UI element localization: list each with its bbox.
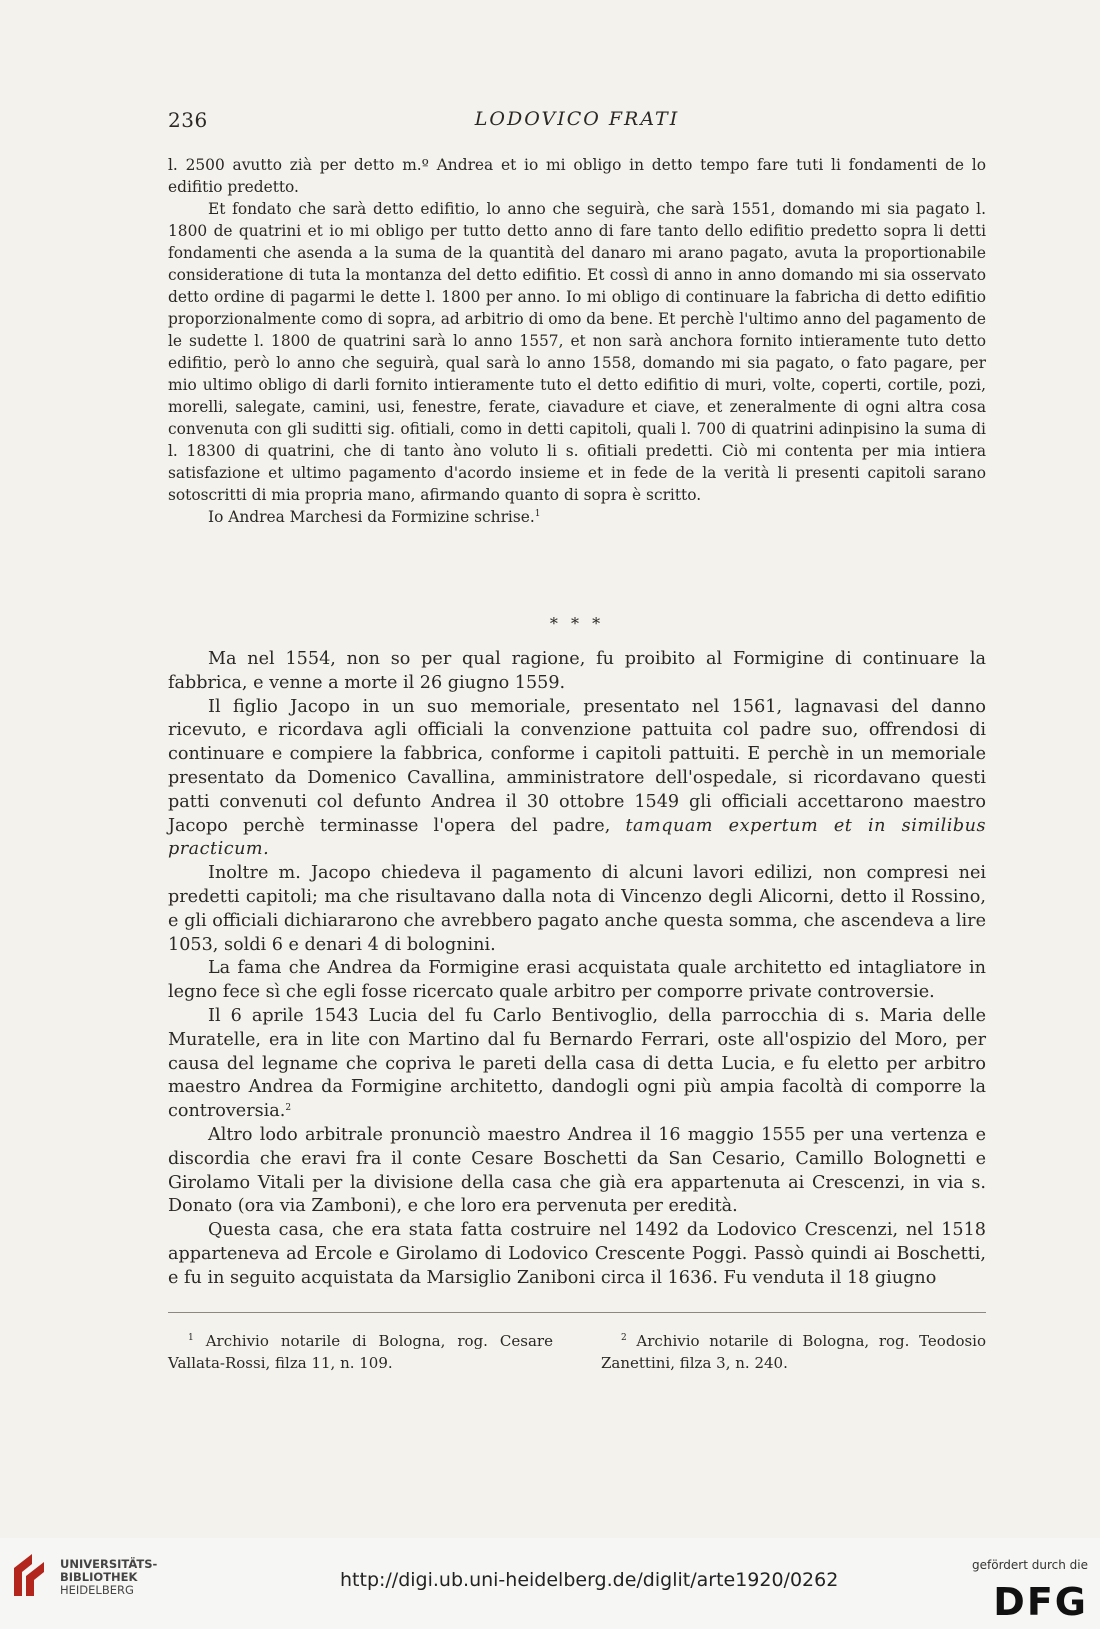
- latin-phrase: tamquam expertum et in similibus practicum.: [168, 815, 987, 860]
- quote-signature: [168, 506, 986, 528]
- paragraph-text: Il figlio Jacopo in un suo memoriale, presentato nel 1561, lagnavasi del danno ricevuto, e ricordava agli officiali la convenzione pattuita col padre suo, offrendosi di continuare e compiere la fabbrica, conforme i capitoli pattuiti. E perchè in un memoriale presentato da Domenico Cavallina, amministratore dell'ospedale, si ricordavano questi patti convenuti col defunto Andrea il 30 ottobre 1549 gli officiali accettarono maestro Jacopo perchè terminasse l'opera del padre,: [168, 696, 986, 836]
- funding-note: gefördert durch die: [972, 1558, 1088, 1572]
- dfg-logo[interactable]: DFG: [993, 1580, 1088, 1624]
- footnote-mark: 1: [188, 1333, 194, 1343]
- quoted-document: [168, 154, 986, 528]
- footnote-text: Archivio notarile di Bologna, rog. Teodosio Zanettini, filza 3, n. 240.: [601, 1332, 986, 1372]
- footnote-text: Archivio notarile di Bologna, rog. Cesare Vallata-Rossi, filza 11, n. 109.: [168, 1332, 553, 1372]
- paragraph: Altro lodo arbitrale pronunciò maestro Andrea il 16 maggio 1555 per una vertenza e discordia che eravi fra il conte Cesare Boschetti da San Cesario, Camillo Bolognetti e Girolamo Vitali per la divisione della casa che già era appartenuta ai Crescenzi, in via s. Donato (ora via Zamboni), e che loro era pervenuta per eredità.: [168, 1124, 986, 1217]
- footnotes: [168, 1330, 986, 1380]
- paragraph: Inoltre m. Jacopo chiedeva il pagamento di alcuni lavori edilizi, non compresi nei predetti capitoli; ma che risultavano dalla nota di Vincenzo degli Alicorni, detto il Rossino, e gli officiali dichiararono che avrebbero pagato anche questa somma, che ascendeva a lire 1053, soldi 6 e denari 4 di bolognini.: [168, 863, 986, 955]
- digitization-footer: [0, 1538, 1100, 1629]
- paragraph: [168, 1005, 986, 1124]
- permalink-url[interactable]: http://digi.ub.uni-heidelberg.de/diglit/arte1920/0262: [340, 1569, 839, 1591]
- footnote-2: [601, 1330, 986, 1374]
- library-name-line: UNIVERSITÄTS-: [60, 1557, 158, 1571]
- paragraph: Questa casa, che era stata fatta costruire nel 1492 da Lodovico Crescenzi, nel 1518 apparteneva ad Ercole e Girolamo di Lodovico Crescente Poggi. Passò quindi ai Boschetti, e fu in seguito acquistata da Marsiglio Zaniboni circa il 1636. Fu venduta il 18 giugno: [168, 1220, 986, 1288]
- signature-text: Io Andrea Marchesi da Formizine schrise.: [208, 508, 535, 526]
- paragraph: [168, 696, 986, 863]
- footnote-divider: [168, 1312, 986, 1313]
- running-title: LODOVICO FRATI: [474, 108, 680, 130]
- paragraph: Ma nel 1554, non so per qual ragione, fu proibito al Formigine di continuare la fabbrica, e venne a morte il 26 giugno 1559.: [168, 649, 986, 693]
- section-separator: * * *: [549, 614, 605, 633]
- paragraph: La fama che Andrea da Formigine erasi acquistata quale architetto ed intagliatore in legno fece sì che egli fosse ricercato quale arbitro per comporre private controversie.: [168, 958, 986, 1003]
- footnote-ref[interactable]: 2: [285, 1103, 292, 1114]
- library-name-line: HEIDELBERG: [60, 1583, 134, 1597]
- footnote-mark: 2: [621, 1333, 627, 1343]
- paragraph-text: Il 6 aprile 1543 Lucia del fu Carlo Bentivoglio, della parrocchia di s. Maria delle Muratelle, era in lite con Martino dal fu Bernardo Ferrari, oste all'ospizio del Moro, per causa del legname che copriva le pareti della casa di detta Lucia, e fu eletto per arbitro maestro Andrea da Formigine architetto, dandogli ogni più ampia facoltà di comporre la controversia.: [168, 1005, 986, 1122]
- library-name-line: BIBLIOTHEK: [60, 1570, 138, 1584]
- page-number: 236: [168, 108, 208, 132]
- body-text: [168, 648, 986, 1291]
- library-name[interactable]: [60, 1558, 157, 1597]
- page-header: [168, 108, 986, 134]
- university-library-logo-icon[interactable]: [10, 1550, 50, 1602]
- quote-paragraph: l. 2500 avutto zià per detto m.º Andrea et io mi obligo in detto tempo fare tuti li fondamenti de lo edifitio predetto.: [168, 156, 986, 196]
- footnote-ref[interactable]: 1: [534, 509, 541, 519]
- footnote-1: [168, 1330, 553, 1374]
- quote-paragraph: Et fondato che sarà detto edifitio, lo anno che seguirà, che sarà 1551, domando mi sia pagato l. 1800 de quatrini et io mi obligo per tutto detto anno di fare tanto dello edifitio predetto sopra li detti fondamenti che asenda a la suma de la quantità del danaro mi arano pagato, avuta la proportionabile consideratione di tuta la montanza del detto edifitio. Et cossì di anno in anno domando mi sia osservato detto ordine di pagarmi le dette l. 1800 per anno. Io mi obligo di continuare la fabricha di detto edifitio proporzionalmente como di sopra, ad arbitrio di omo da bene. Et perchè l'ultimo anno del pagamento de le sudette l. 1800 de quatrini sarà lo anno 1557, et non sarà anchora fornito intieramente tuto detto edifitio, però lo anno che seguirà, qual sarà lo anno 1558, domando mi sia pagato, o fato pagare, per mio ultimo obligo di darli fornito intieramente tuto el detto edifitio di muri, volte, coperti, cortile, pozi, morelli, salegate, camini, usi, fenestre, ferate, ciavadure et ciave, et zeneralmente di ogni altra cosa convenuta con gli suditti sig. ofitiali, como in detti capitoli, quali l. 700 di quatrini adinpisino la suma di l. 18300 di quatrini, che di tanto àno voluto li s. ofitiali predetti. Ciò mi contenta per mia intiera satisfazione et ultimo pagamento d'acordo insieme et in fede de la verità li presenti capitoli sarano sotoscritti di mia propria mano, afirmando quanto di sopra è scritto.: [168, 200, 986, 504]
